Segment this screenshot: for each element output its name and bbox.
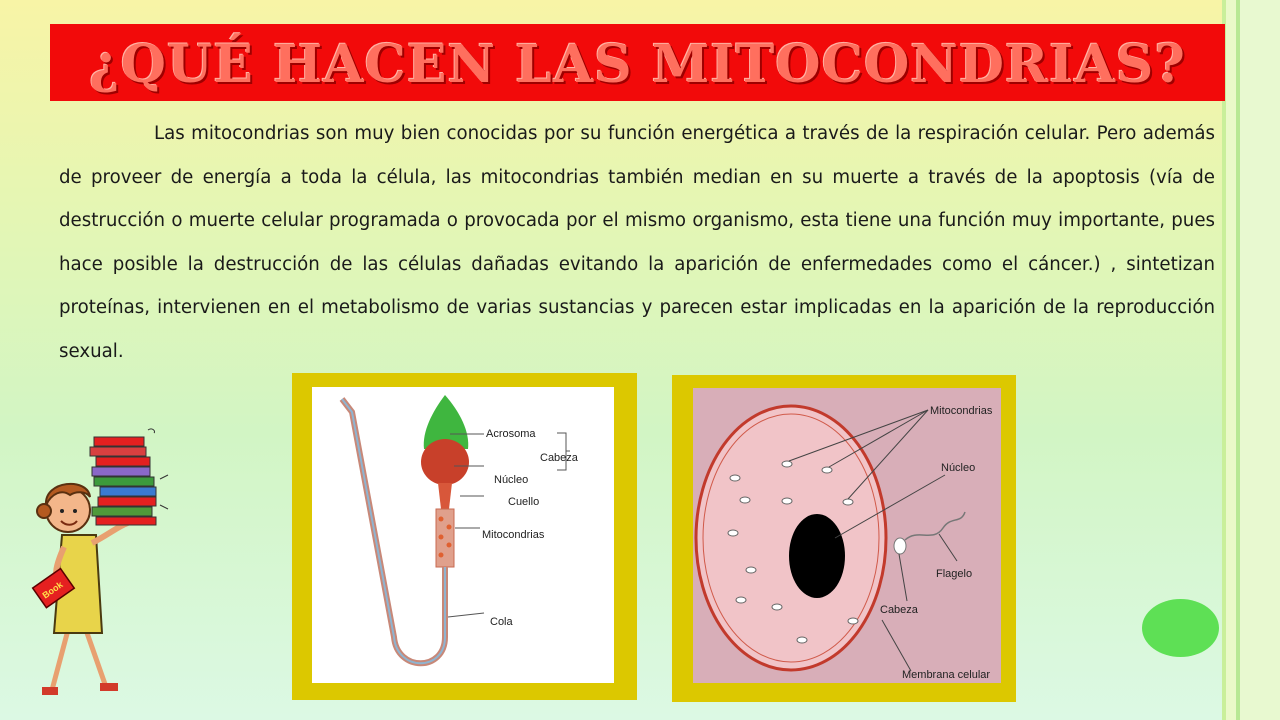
body-paragraph: Las mitocondrias son muy bien conocidas por su función energética a través de la respiración celular. Pero además de proveer de energía a toda la célula, las mitocondrias también median en su muerte a través de la apoptosis (vía de destrucción o muerte celular programada o provocada por el mismo organismo, esta tiene una función muy importante, pues hace posible la destrucción de las células dañadas evitando la aparición de enfermedades como el cáncer.) , sintetizan proteínas, intervienen en el metabolismo de varias sustancias y parecen estar implicadas en la aparición de la reproducción sexual. — [59, 123, 1215, 362]
label-membrana: Membrana celular — [902, 669, 991, 681]
label-cabeza: Cabeza — [540, 452, 578, 464]
label-cabeza: Cabeza — [880, 604, 918, 616]
cell-membrane-shape — [696, 406, 886, 670]
egg-diagram — [693, 388, 1001, 683]
label-flagelo: Flagelo — [936, 568, 973, 580]
egg-diagram-frame — [672, 375, 1016, 702]
student-with-books-clipart — [28, 425, 188, 700]
midpiece-shape — [436, 509, 454, 567]
book-label: Book — [40, 579, 65, 601]
label-cuello: Cuello — [508, 496, 540, 508]
label-nucleo: Núcleo — [941, 462, 976, 474]
label-acrosoma: Acrosoma — [486, 428, 536, 440]
nucleus-shape — [789, 514, 845, 598]
green-circle-button[interactable] — [1142, 599, 1219, 657]
egg-diagram-svg — [693, 388, 1001, 683]
sperm-diagram — [312, 387, 614, 683]
small-sperm-head — [894, 538, 906, 554]
sperm-diagram-svg — [312, 387, 614, 683]
title-banner — [50, 24, 1225, 101]
small-sperm-flagellum — [905, 512, 965, 540]
label-mitocondrias: Mitocondrias — [482, 529, 545, 541]
page-title: ¿QUÉ HACEN LAS MITOCONDRIAS? — [89, 34, 1186, 95]
right-decorative-stripe — [1222, 0, 1280, 720]
label-mitocondrias: Mitocondrias — [930, 405, 993, 417]
book-stack — [90, 437, 156, 525]
neck-shape — [438, 483, 452, 509]
label-nucleo: Núcleo — [494, 474, 529, 486]
nucleus-shape — [421, 439, 469, 485]
sperm-diagram-frame — [292, 373, 637, 700]
label-cola: Cola — [490, 616, 513, 628]
